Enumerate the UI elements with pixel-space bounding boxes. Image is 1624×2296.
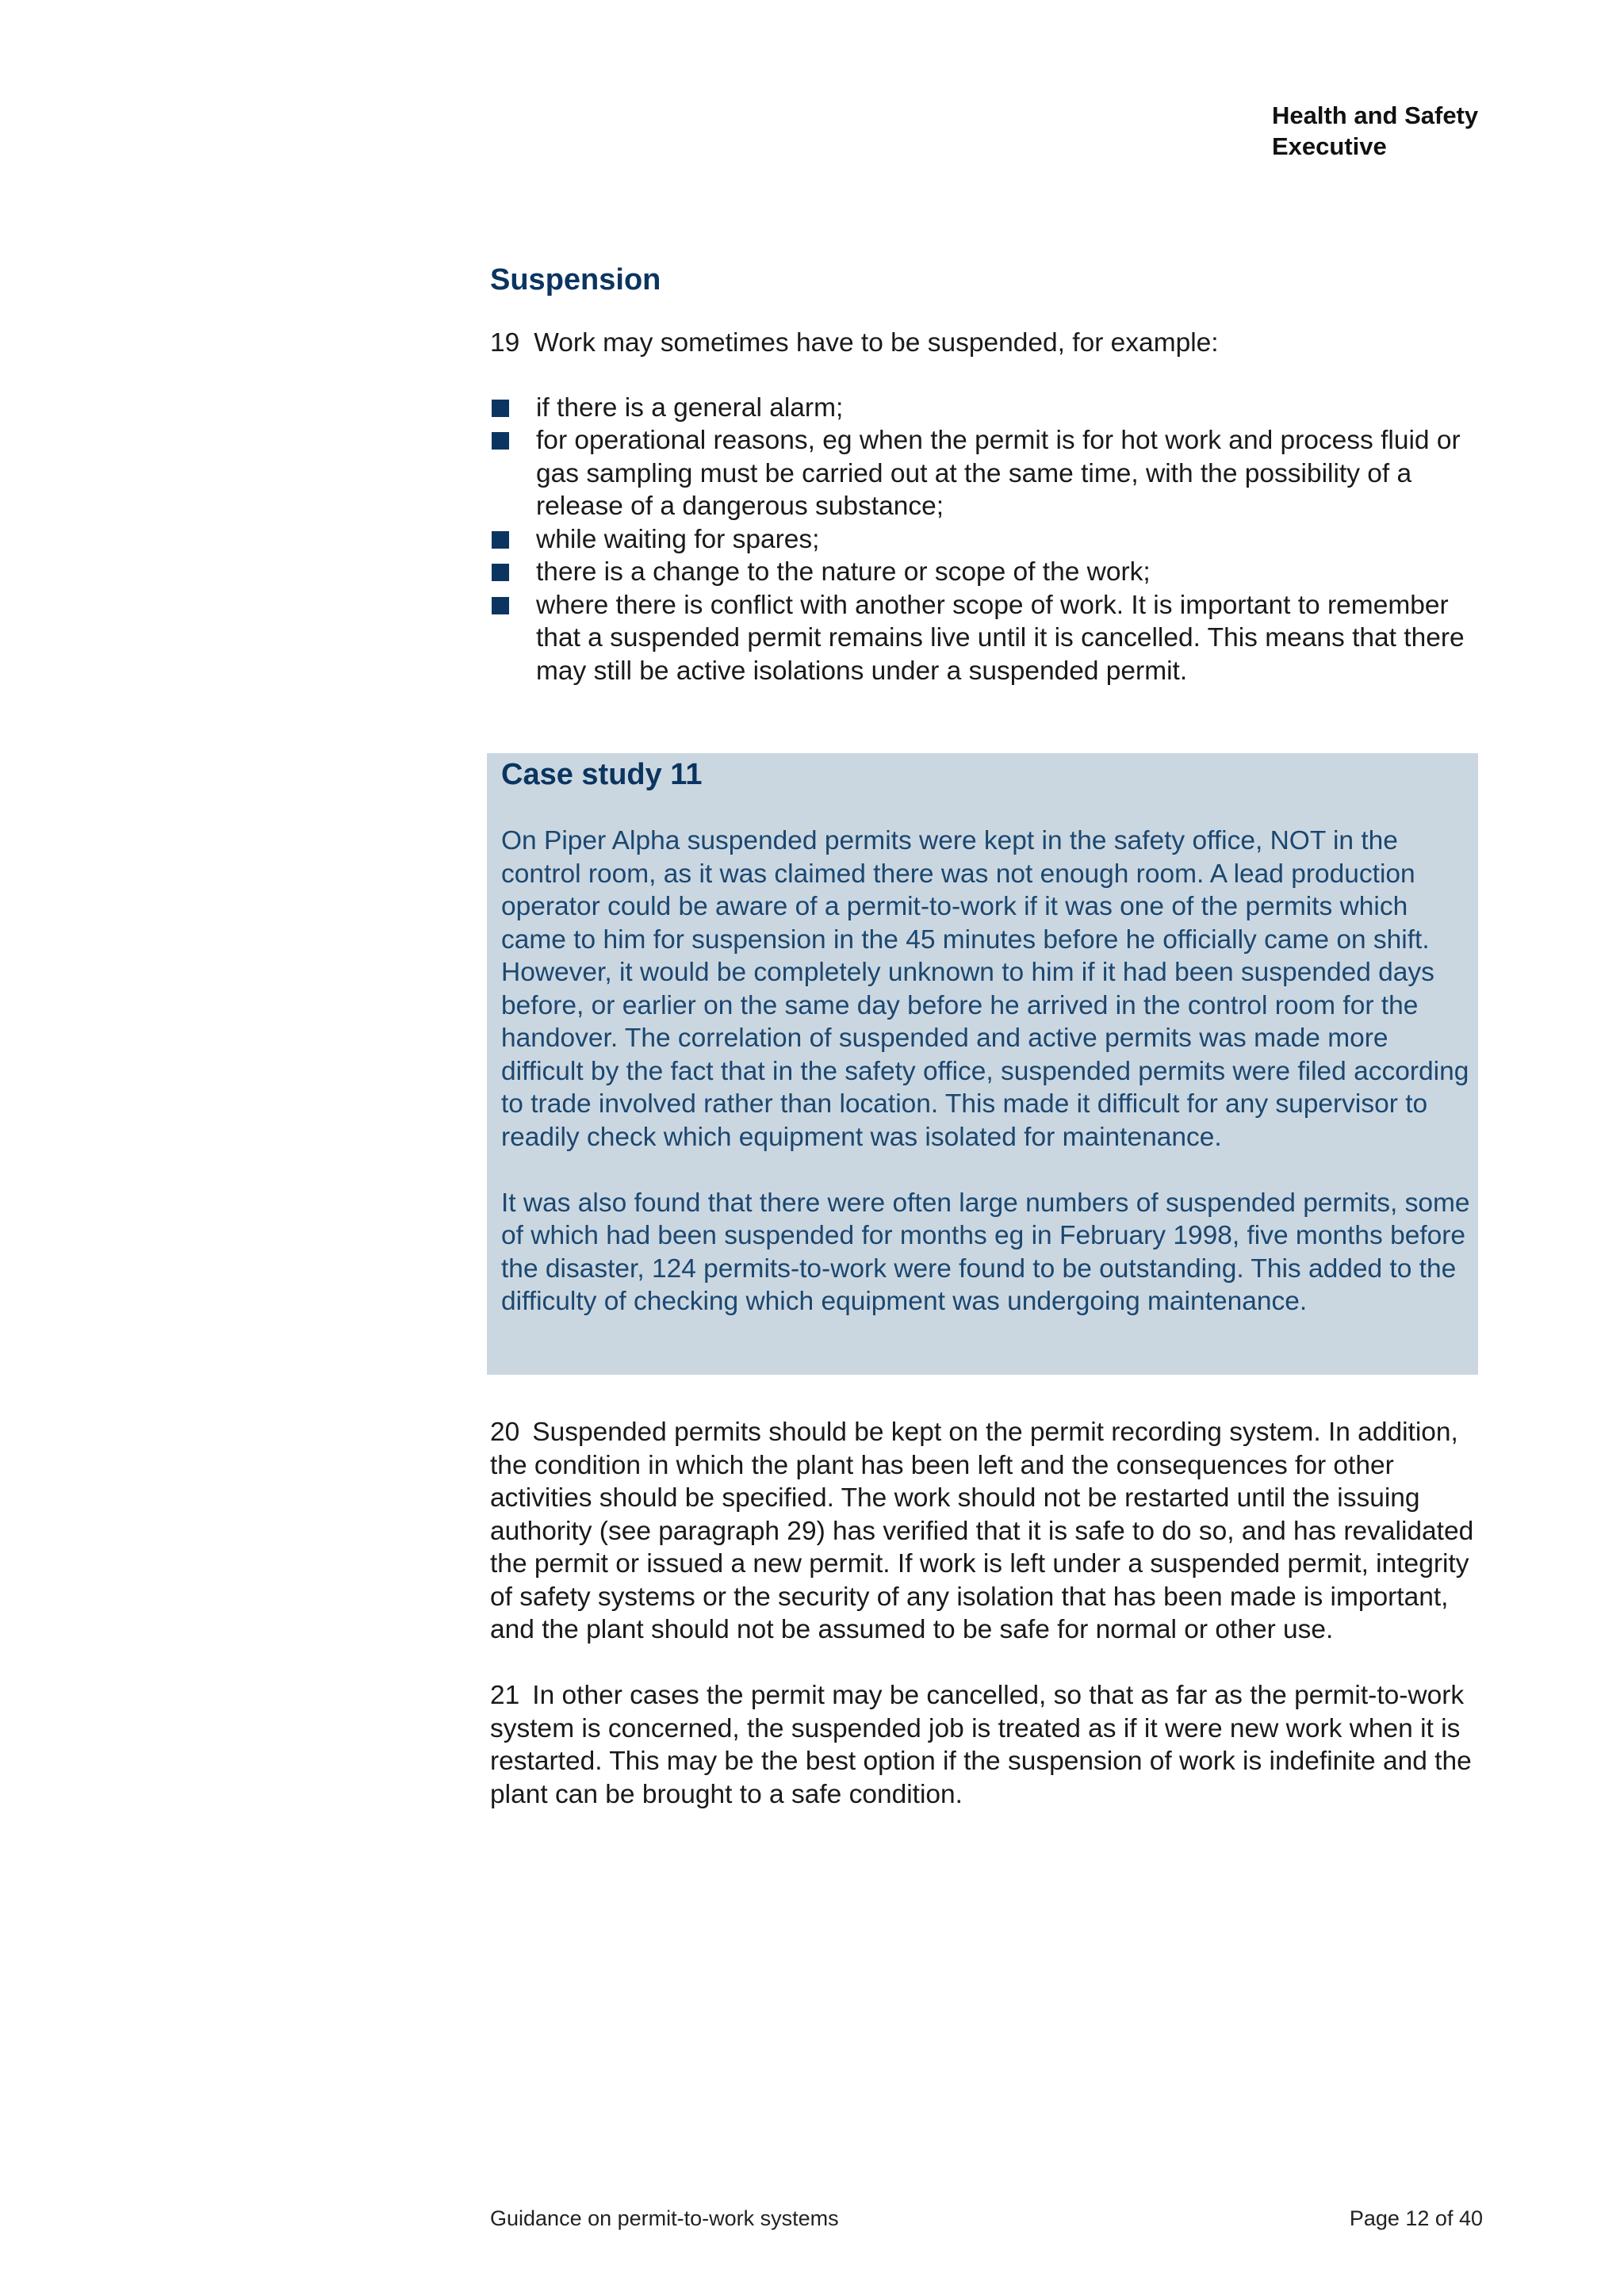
paragraph-text: Suspended permits should be kept on the permit recording system. In addition, the condition in which the plant has been left and the consequences for other activities should be specified. The work should not be restarted until the issuing authority (see paragraph 29) has verified that it is safe to do so, and has revalidated the permit or issued a new permit. If work is left under a suspended permit, integrity of safety systems or the security of any isolation that has been made is important, and the plant should not be assumed to be safe for normal or other use. (490, 1418, 1474, 1644)
paragraph-number: 19 (490, 328, 520, 358)
footer-page-number: Page 12 of 40 (1349, 2206, 1483, 2230)
section-heading: Suspension (490, 263, 661, 297)
paragraph-20 (490, 1416, 1485, 1647)
paragraph-19 (490, 327, 1481, 360)
suspension-section (490, 262, 1481, 687)
case-study-paragraph-2: It was also found that there were often large numbers of suspended permits, some of which had been suspended for months eg in February 1998, five months before the disaster, 124 permits-to-work were found to be outstanding. This added to the difficulty of checking which equipment was undergoing maintenance. (501, 1188, 1470, 1316)
paragraph-21 (490, 1679, 1485, 1811)
list-item-text: there is a change to the nature or scope of the work; (536, 557, 1151, 587)
list-item-text: if there is a general alarm; (536, 392, 844, 423)
list-item (490, 392, 1481, 425)
suspension-reasons-list (490, 392, 1481, 688)
list-item (490, 556, 1481, 589)
list-item (490, 589, 1481, 688)
case-study-body (501, 825, 1473, 1318)
list-item-text: where there is conflict with another scope of work. It is important to remember that a suspended permit remains live until it is cancelled. This means that there may still be active isolations under a suspended permit. (536, 590, 1465, 686)
list-item (490, 424, 1481, 523)
square-bullet-icon (492, 531, 509, 549)
organisation-name-line-1: Health and Safety (1272, 101, 1479, 129)
square-bullet-icon (492, 597, 509, 614)
case-study-paragraph-1: On Piper Alpha suspended permits were kept in the safety office, NOT in the control room, as it was claimed there was not enough room. A lead production operator could be aware of a permit-to-work if it was one of the permits which came to him for suspension in the 45 minutes before he officially came on shift. However, it would be completely unknown to him if it had been suspended days before, or earlier on the same day before he arrived in the control room for the handover. The correlation of suspended and active permits was made more difficult by the fact that in the safety office, suspended permits were filed according to trade involved rather than location. This made it difficult for any supervisor to readily check which equipment was isolated for maintenance. (501, 826, 1469, 1152)
paragraph-number: 21 (490, 1681, 520, 1710)
paragraph-number: 20 (490, 1418, 520, 1447)
following-paragraphs (490, 1416, 1485, 1811)
square-bullet-icon (492, 432, 509, 450)
square-bullet-icon (492, 564, 509, 581)
list-item (490, 523, 1481, 557)
organisation-name-line-2: Executive (1272, 132, 1387, 160)
footer-document-title: Guidance on permit-to-work systems (490, 2206, 839, 2230)
paragraph-text: Work may sometimes have to be suspended, for example: (534, 328, 1219, 358)
organisation-name (1272, 100, 1526, 162)
list-item-text: for operational reasons, eg when the permit is for hot work and process fluid or gas sampling must be carried out at the same time, with the possibility of a release of a dangerous substance; (536, 426, 1461, 521)
square-bullet-icon (492, 400, 509, 417)
list-item-text: while waiting for spares; (536, 524, 820, 554)
paragraph-text: In other cases the permit may be cancelled, so that as far as the permit-to-work system is concerned, the suspended job is treated as if it were new work when it is restarted. This may be the best option if the suspension of work is indefinite and the plant can be brought to a safe condition. (490, 1681, 1472, 1809)
case-study-title: Case study 11 (501, 758, 703, 791)
